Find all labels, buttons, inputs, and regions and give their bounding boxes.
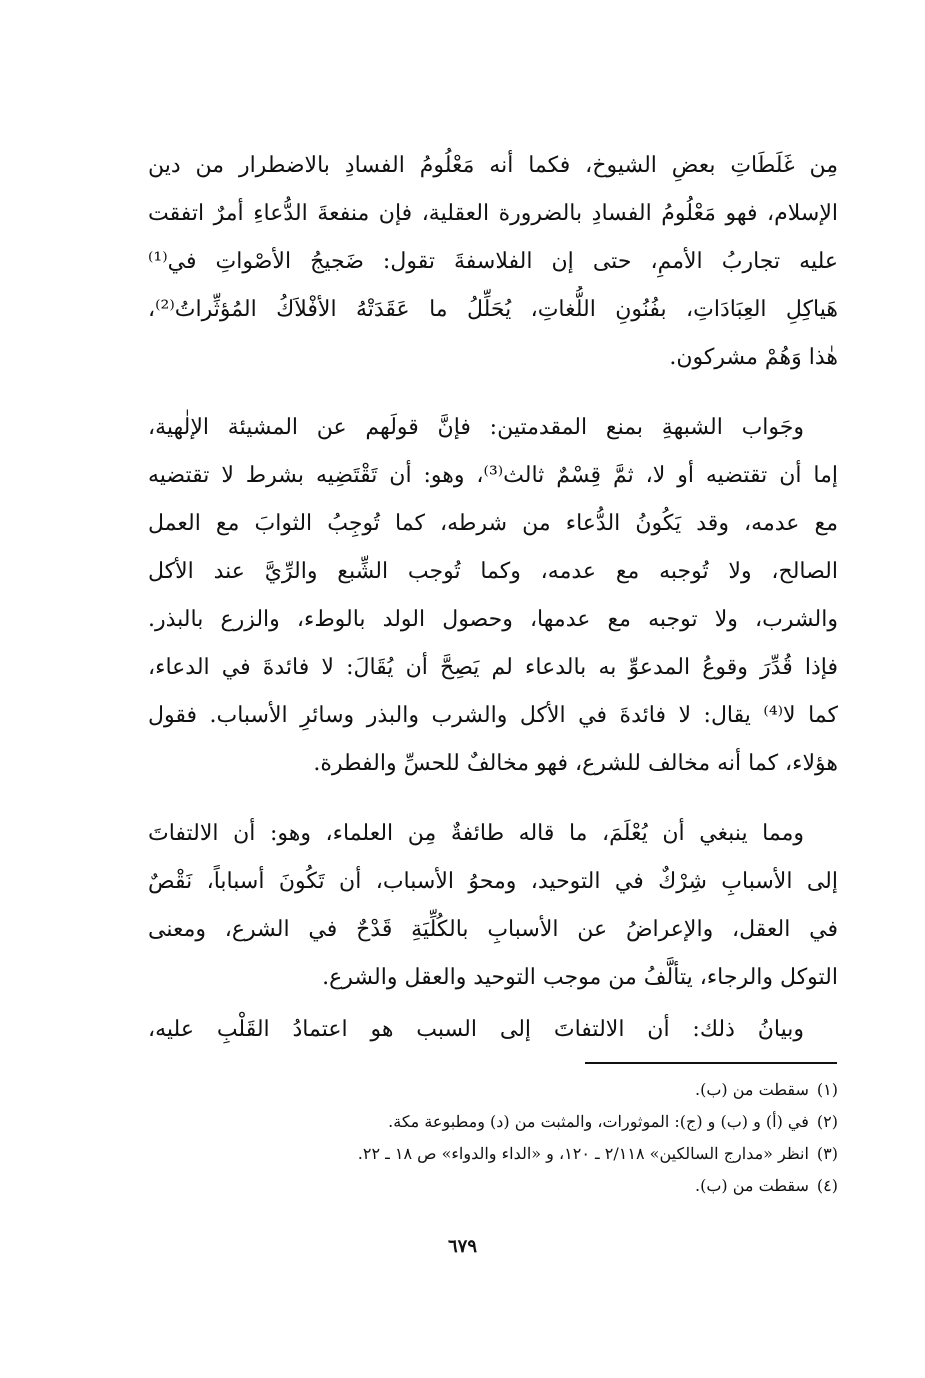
- footnotes: [200, 1074, 838, 1202]
- text-line: هؤلاء، كما أنه مخالف للشرع، فهو مخالفٌ للحسِّ والفطرة.: [313, 751, 838, 776]
- text-line: الإسلام، فهو مَعْلُومُ الفسادِ بالضرورة العقلية، فإن منفعةَ الدُّعاءِ أمرٌ اتفقت: [148, 201, 838, 226]
- footnote-number: (٣): [816, 1144, 838, 1163]
- footnote-text: سقطت من (ب).: [695, 1176, 809, 1195]
- text-line: هَياكِلِ العِبَادَاتِ، بفُنُونِ اللُّغاتِ، يُحَلِّلُ ما عَقَدَتْهُ الأفْلاَكُ المُؤثِّراتُ⁽²⁾،: [148, 297, 838, 322]
- footnote-number: (٤): [816, 1176, 838, 1195]
- footnote: [200, 1106, 838, 1138]
- text-line: الصالح، ولا تُوجبه مع عدمه، وكما تُوجب الشِّبع والرِّيَّ عند الأكل: [148, 559, 838, 584]
- footnote-text: في (أ) و (ب) و (ج): الموثورات، والمثبت من (د) ومطبوعة مكة.: [388, 1112, 809, 1131]
- footnote: [200, 1074, 838, 1106]
- text-line: وجَواب الشبهةِ بمنع المقدمتين: فإنَّ قولَهم عن المشيئة الإلٰهية،: [148, 415, 804, 440]
- paragraph-gap: [148, 382, 838, 404]
- footnote-number: (١): [816, 1080, 838, 1099]
- footnote: [200, 1170, 838, 1202]
- text-line: هٰذا وَهُمْ مشركون.: [669, 345, 838, 370]
- text-line: التوكل والرجاء، يتألَّفُ من موجب التوحيد والعقل والشرع.: [322, 965, 838, 990]
- text-line: عليه تجاربُ الأممِ، حتى إن الفلاسفةَ تقول: ضَجيجُ الأصْواتِ في⁽¹⁾: [148, 249, 838, 274]
- paragraph-gap: [148, 788, 838, 810]
- footnote: [200, 1138, 838, 1170]
- footnote-text: انظر «مدارج السالكين» ٢/١١٨ ـ ١٢٠، و «الداء والدواء» ص ١٨ ـ ٢٢.: [357, 1144, 809, 1163]
- text-line: مع عدمه، وقد يَكُونُ الدُّعاء من شرطه، كما تُوجِبُ الثوابَ مع العمل: [148, 511, 838, 536]
- text-line: في العقل، والإعراضُ عن الأسبابِ بالكُلِّيَةِ قَدْحٌ في الشرع، ومعنى: [148, 917, 838, 942]
- text-line: ومما ينبغي أن يُعْلَمَ، ما قاله طائفةٌ مِن العلماء، وهو: أن الالتفاتَ: [148, 821, 804, 846]
- footnote-number: (٢): [816, 1112, 838, 1131]
- footnote-text: سقطت من (ب).: [695, 1080, 809, 1099]
- text-line: كما لا⁽⁴⁾ يقال: لا فائدةَ في الأكل والشرب والبذر وسائرِ الأسباب. فقول: [148, 703, 838, 728]
- text-line: فإذا قُدِّرَ وقوعُ المدعوِّ به بالدعاء لم يَصِحَّ أن يُقَالَ: لا فائدةَ في الدعاء،: [148, 655, 838, 680]
- text-line: إما أن تقتضيه أو لا، ثمَّ قِسْمٌ ثالث⁽³⁾، وهو: أن تَقْتَضِيه بشرط لا تقتضيه: [148, 463, 838, 488]
- main-text: [148, 142, 838, 1054]
- text-line: والشرب، ولا توجبه مع عدمها، وحصول الولد بالوطء، والزرع بالبذر.: [148, 607, 838, 632]
- footnote-separator: [585, 1062, 837, 1064]
- text-line: مِن غَلَطَاتِ بعضِ الشيوخ، فكما أنه مَعْلُومُ الفسادِ بالاضطرار من دين: [148, 153, 838, 178]
- text-line: إلى الأسبابِ شِرْكٌ في التوحيد، ومحوُ الأسباب، أن تَكُونَ أسباباً، نَقْصٌ: [148, 869, 838, 894]
- page-number: ٦٧٩: [447, 1236, 477, 1257]
- text-line: وبيانُ ذلك: أن الالتفاتَ إلى السبب هو اعتمادُ القَلْبِ عليه،: [148, 1017, 804, 1042]
